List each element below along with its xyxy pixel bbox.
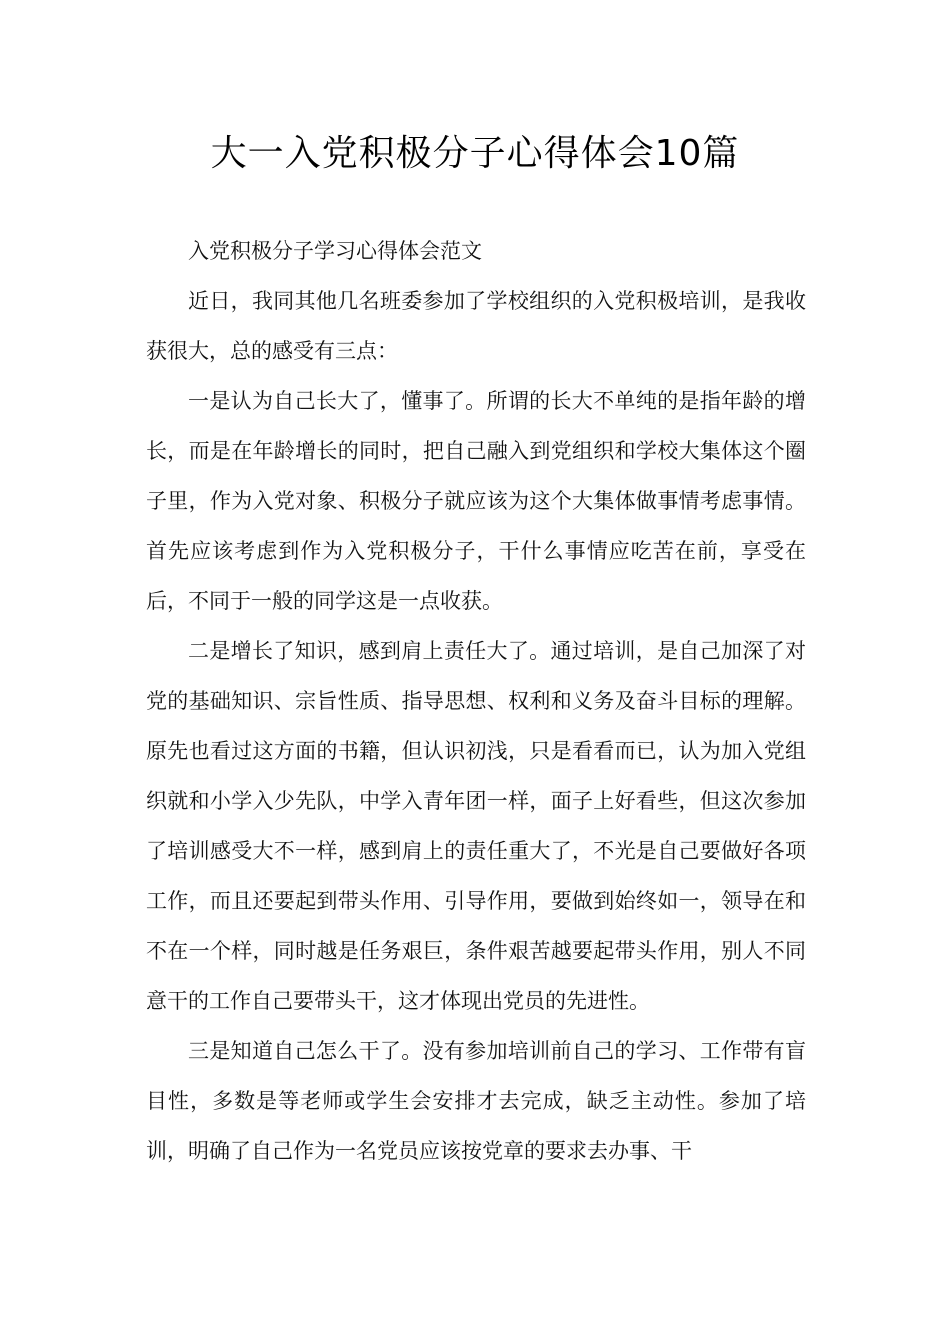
document-title: 大一入党积极分子心得体会10篇: [210, 133, 740, 174]
point-three-paragraph: 三是知道自己怎么干了。没有参加培训前自己的学习、工作带有盲目性，多数是等老师或学生会安排才去完成，缺乏主动性。参加了培训，明确了自己作为一名党员应该按党章的要求去办事、干: [146, 1039, 806, 1163]
intro-paragraph: 近日，我同其他几名班委参加了学校组织的入党积极培训，是我收获很大，总的感受有三点：: [146, 289, 806, 363]
document-body: [146, 226, 806, 1176]
point-one-paragraph: 一是认为自己长大了，懂事了。所谓的长大不单纯的是指年龄的增长，而是在年龄增长的同时，把自己融入到党组织和学校大集体这个圈子里，作为入党对象、积极分子就应该为这个大集体做事情考虑事情。首先应该考虑到作为入党积极分子，干什么事情应吃苦在前，享受在后，不同于一般的同学这是一点收获。: [146, 389, 806, 613]
subtitle-paragraph: 入党积极分子学习心得体会范文: [188, 239, 482, 263]
point-two-paragraph: 二是增长了知识，感到肩上责任大了。通过培训，是自己加深了对党的基础知识、宗旨性质、指导思想、权利和义务及奋斗目标的理解。原先也看过这方面的书籍，但认识初浅，只是看看而已，认为加入党组织就和小学入少先队，中学入青年团一样，面子上好看些，但这次参加了培训感受大不一样，感到肩上的责任重大了，不光是自己要做好各项工作，而且还要起到带头作用、引导作用，要做到始终如一，领导在和不在一个样，同时越是任务艰巨，条件艰苦越要起带头作用，别人不同意干的工作自己要带头干，这才体现出党员的先进性。: [146, 639, 806, 1013]
